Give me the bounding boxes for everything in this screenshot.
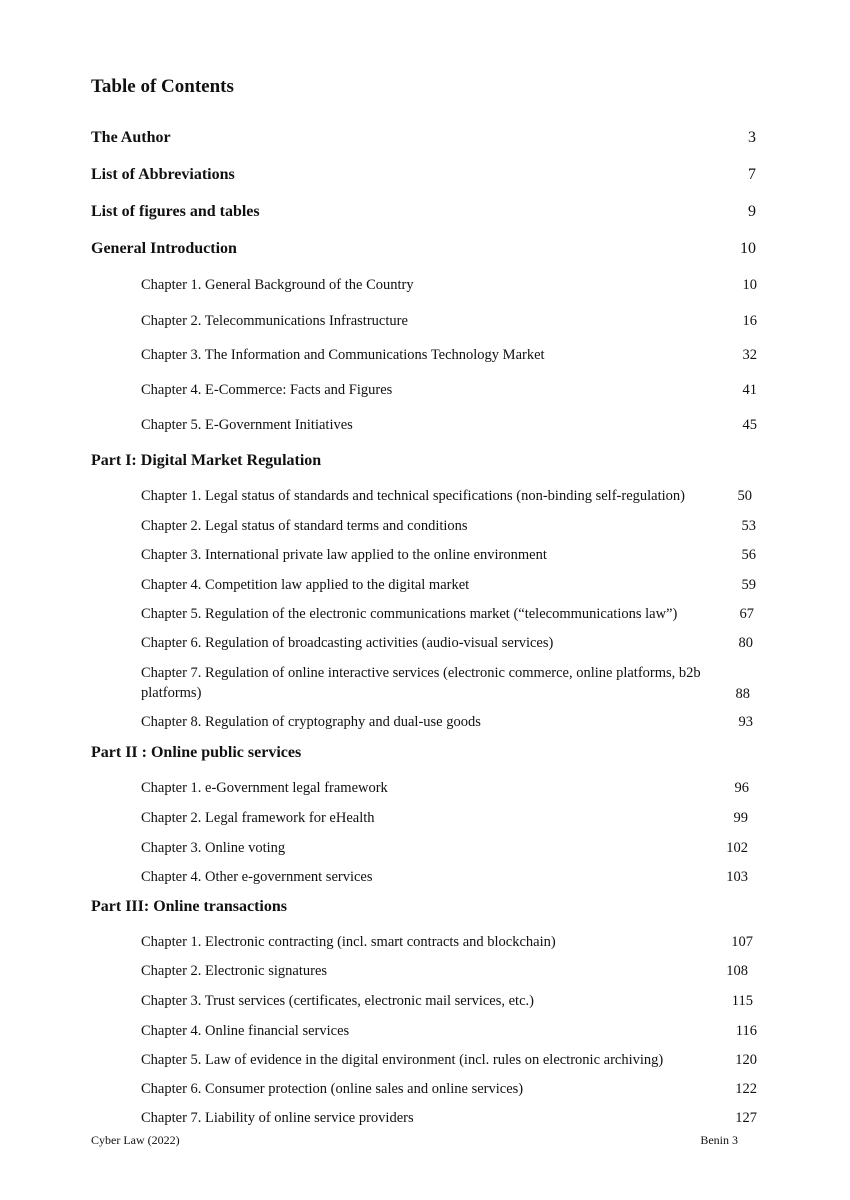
toc-entry-the-author bbox=[0, 127, 850, 149]
toc-chapter-page: 67 bbox=[739, 606, 754, 622]
toc-chapter-entry bbox=[0, 632, 850, 654]
toc-chapter-entry bbox=[0, 1078, 850, 1100]
toc-chapter-label: Chapter 7. Regulation of online interactive services (electronic commerce, online platforms, b2b platforms) bbox=[141, 665, 701, 701]
toc-chapter-label: Chapter 6. Regulation of broadcasting activities (audio-visual services) bbox=[141, 635, 554, 651]
toc-chapter-page: 10 bbox=[742, 277, 757, 293]
toc-chapter-entry bbox=[0, 544, 850, 566]
toc-chapter-page: 45 bbox=[742, 417, 757, 433]
toc-entry-label: The Author bbox=[91, 129, 171, 146]
toc-chapter-page: 96 bbox=[734, 780, 749, 796]
toc-chapter-label: Chapter 1. Legal status of standards and technical specifications (non-binding self-regulation) bbox=[141, 488, 685, 504]
toc-chapter-page: 53 bbox=[741, 518, 756, 534]
toc-chapter-entry bbox=[0, 1107, 850, 1129]
toc-chapter-entry bbox=[0, 662, 850, 706]
toc-chapter-entry bbox=[0, 344, 850, 366]
toc-chapter-page: 115 bbox=[731, 993, 753, 1009]
toc-chapter-entry bbox=[0, 379, 850, 401]
toc-chapter-page: 56 bbox=[741, 547, 756, 563]
toc-chapter-entry bbox=[0, 931, 850, 953]
toc-chapter-entry bbox=[0, 310, 850, 332]
toc-chapter-page: 127 bbox=[735, 1110, 757, 1126]
toc-chapter-label: Chapter 1. General Background of the Country bbox=[141, 277, 414, 293]
toc-chapter-label: Chapter 2. Legal status of standard terms and conditions bbox=[141, 518, 468, 534]
toc-chapter-entry bbox=[0, 414, 850, 436]
toc-chapter-page: 16 bbox=[742, 313, 757, 329]
toc-section-general-introduction bbox=[0, 238, 850, 260]
toc-chapter-label: Chapter 1. e-Government legal framework bbox=[141, 780, 388, 796]
toc-section-label: General Introduction bbox=[91, 240, 237, 257]
toc-part-heading-1 bbox=[0, 450, 850, 472]
toc-chapter-page: 102 bbox=[726, 840, 748, 856]
toc-chapter-label: Chapter 3. Online voting bbox=[141, 840, 286, 856]
toc-chapter-entry bbox=[0, 1020, 850, 1042]
toc-chapter-label: Chapter 3. International private law applied to the online environment bbox=[141, 547, 547, 563]
toc-part-label: Part II : Online public services bbox=[91, 744, 302, 761]
toc-part-label: Part I: Digital Market Regulation bbox=[91, 452, 322, 469]
toc-chapter-page: 120 bbox=[735, 1052, 757, 1068]
toc-section-page: 10 bbox=[740, 240, 756, 257]
toc-chapter-page: 88 bbox=[735, 686, 750, 702]
toc-chapter-page: 103 bbox=[726, 869, 748, 885]
toc-entry-figures-tables bbox=[0, 201, 850, 223]
toc-chapter-label: Chapter 4. Competition law applied to the digital market bbox=[141, 577, 470, 593]
toc-chapter-label: Chapter 3. The Information and Communications Technology Market bbox=[141, 347, 545, 363]
toc-chapter-label: Chapter 2. Telecommunications Infrastructure bbox=[141, 313, 408, 329]
toc-chapter-page: 50 bbox=[737, 488, 752, 504]
toc-chapter-entry bbox=[0, 603, 850, 625]
toc-chapter-page: 93 bbox=[738, 714, 753, 730]
toc-chapter-page: 59 bbox=[741, 577, 756, 593]
toc-chapter-label: Chapter 4. Other e-government services bbox=[141, 869, 373, 885]
toc-chapter-label: Chapter 8. Regulation of cryptography and dual-use goods bbox=[141, 714, 481, 730]
toc-part-heading-3 bbox=[0, 896, 850, 918]
page-title: Table of Contents bbox=[91, 76, 234, 97]
toc-chapter-page: 108 bbox=[726, 963, 748, 979]
toc-chapter-entry bbox=[0, 485, 850, 507]
toc-chapter-label: Chapter 1. Electronic contracting (incl. smart contracts and blockchain) bbox=[141, 934, 556, 950]
toc-chapter-entry bbox=[0, 866, 850, 888]
toc-chapter-entry bbox=[0, 274, 850, 296]
toc-chapter-label: Chapter 6. Consumer protection (online sales and online services) bbox=[141, 1081, 524, 1097]
footer-page-number: Benin 3 bbox=[700, 1133, 738, 1147]
toc-chapter-label: Chapter 5. Law of evidence in the digital environment (incl. rules on electronic archiving) bbox=[141, 1052, 664, 1068]
toc-chapter-label: Chapter 3. Trust services (certificates, electronic mail services, etc.) bbox=[141, 993, 534, 1009]
toc-chapter-entry bbox=[0, 711, 850, 733]
toc-entry-abbreviations bbox=[0, 164, 850, 186]
toc-chapter-page: 32 bbox=[742, 347, 757, 363]
toc-chapter-label: Chapter 7. Liability of online service providers bbox=[141, 1110, 414, 1126]
toc-chapter-entry bbox=[0, 990, 850, 1012]
toc-chapter-page: 122 bbox=[735, 1081, 757, 1097]
toc-part-label: Part III: Online transactions bbox=[91, 898, 287, 915]
toc-chapter-entry bbox=[0, 777, 850, 799]
toc-chapter-page: 107 bbox=[731, 934, 753, 950]
toc-chapter-page: 99 bbox=[733, 810, 748, 826]
toc-chapter-entry bbox=[0, 837, 850, 859]
toc-chapter-label: Chapter 5. Regulation of the electronic communications market (“telecommunications law”) bbox=[141, 606, 678, 622]
toc-entry-label: List of Abbreviations bbox=[91, 166, 235, 183]
toc-chapter-label: Chapter 4. Online financial services bbox=[141, 1023, 350, 1039]
toc-chapter-label: Chapter 5. E-Government Initiatives bbox=[141, 417, 353, 433]
toc-chapter-page: 80 bbox=[738, 635, 753, 651]
toc-entry-page: 7 bbox=[748, 166, 756, 183]
toc-chapter-label: Chapter 2. Electronic signatures bbox=[141, 963, 328, 979]
toc-chapter-label: Chapter 4. E-Commerce: Facts and Figures bbox=[141, 382, 393, 398]
toc-chapter-entry bbox=[0, 1049, 850, 1071]
toc-chapter-page: 116 bbox=[735, 1023, 757, 1039]
toc-entry-page: 9 bbox=[748, 203, 756, 220]
toc-entry-label: List of figures and tables bbox=[91, 203, 260, 220]
toc-part-heading-2 bbox=[0, 742, 850, 764]
toc-chapter-label: Chapter 2. Legal framework for eHealth bbox=[141, 810, 375, 826]
toc-chapter-entry bbox=[0, 515, 850, 537]
toc-entry-page: 3 bbox=[748, 129, 756, 146]
toc-chapter-entry bbox=[0, 807, 850, 829]
footer-document-title: Cyber Law (2022) bbox=[91, 1133, 180, 1147]
toc-chapter-page: 41 bbox=[742, 382, 757, 398]
toc-chapter-entry bbox=[0, 574, 850, 596]
toc-chapter-entry bbox=[0, 960, 850, 982]
